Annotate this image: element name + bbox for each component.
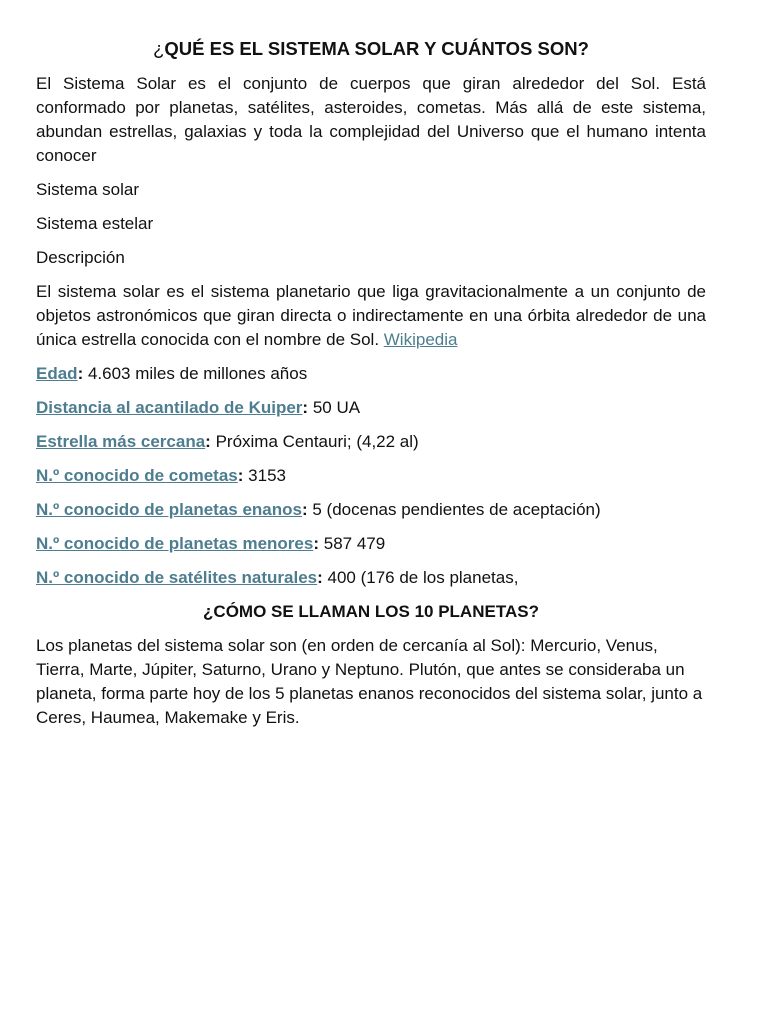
fact-value-planetas-enanos: 5 (docenas pendientes de aceptación) (307, 500, 601, 519)
fact-link-cometas[interactable]: N.º conocido de cometas (36, 466, 238, 485)
fact-separator: : (313, 534, 320, 553)
label-sistema-estelar: Sistema estelar (36, 214, 154, 233)
fact-separator: : (77, 364, 84, 383)
fact-row-distancia-kuiper (36, 396, 706, 420)
fact-link-estrella-cercana[interactable]: Estrella más cercana (36, 432, 206, 451)
fact-row-edad (36, 362, 706, 386)
wikipedia-link[interactable]: Wikipedia (383, 330, 458, 349)
planets-paragraph: Los planetas del sistema solar son (en orden de cercanía al Sol): Mercurio, Venus, Tierra, Marte, Júpiter, Saturno, Urano y Neptuno. Plutón, que antes se consideraba un planeta, forma parte hoy de los 5 planetas enanos reconocidos del sistema solar, junto a Ceres, Haumea, Makemake y Eris. (36, 636, 703, 727)
fact-link-distancia-kuiper[interactable]: Distancia al acantilado de Kuiper (36, 398, 303, 417)
fact-separator: : (205, 432, 211, 451)
fact-row-cometas (36, 464, 706, 488)
fact-link-edad[interactable]: Edad (36, 364, 78, 383)
description-text: El sistema solar es el sistema planetario que liga gravitacionalmente a un conjunto de objetos astronómicos que giran directa o indirectamente en una órbita alrededor de una única estrella conocida con el nombre de Sol. (36, 282, 706, 349)
title-text: QUÉ ES EL SISTEMA SOLAR Y CUÁNTOS SON? (164, 38, 589, 59)
page-title (36, 36, 706, 62)
fact-link-satelites[interactable]: N.º conocido de satélites naturales (36, 568, 318, 587)
fact-separator: : (301, 500, 308, 519)
fact-value-cometas: 3153 (243, 466, 286, 485)
section-subtitle: ¿CÓMO SE LLAMAN LOS 10 PLANETAS? (203, 602, 539, 621)
label-sistema-solar: Sistema solar (36, 180, 139, 199)
fact-value-estrella-cercana: Próxima Centauri; (4,22 al) (210, 432, 419, 451)
fact-separator: : (302, 398, 309, 417)
fact-value-planetas-menores: 587 479 (319, 534, 386, 553)
fact-value-distancia-kuiper: 50 UA (308, 398, 361, 417)
fact-separator: : (317, 568, 323, 587)
fact-row-planetas-enanos (36, 498, 706, 522)
label-descripcion: Descripción (36, 248, 125, 267)
fact-value-edad: 4.603 miles de millones años (83, 364, 308, 383)
fact-row-satelites (36, 566, 706, 590)
fact-link-planetas-menores[interactable]: N.º conocido de planetas menores (36, 534, 314, 553)
fact-row-planetas-menores (36, 532, 706, 556)
fact-separator: : (237, 466, 244, 485)
fact-link-planetas-enanos[interactable]: N.º conocido de planetas enanos (36, 500, 302, 519)
description-paragraph (36, 280, 706, 352)
fact-value-satelites: 400 (176 de los planetas, (322, 568, 519, 587)
title-prefix: ¿ (153, 38, 165, 59)
fact-row-estrella-cercana (36, 430, 706, 454)
intro-paragraph: El Sistema Solar es el conjunto de cuerpos que giran alrededor del Sol. Está conformado por planetas, satélites, asteroides, cometas. Más allá de este sistema, abundan estrellas, galaxias y toda la complejidad del Universo que el humano intenta conocer (36, 74, 706, 165)
